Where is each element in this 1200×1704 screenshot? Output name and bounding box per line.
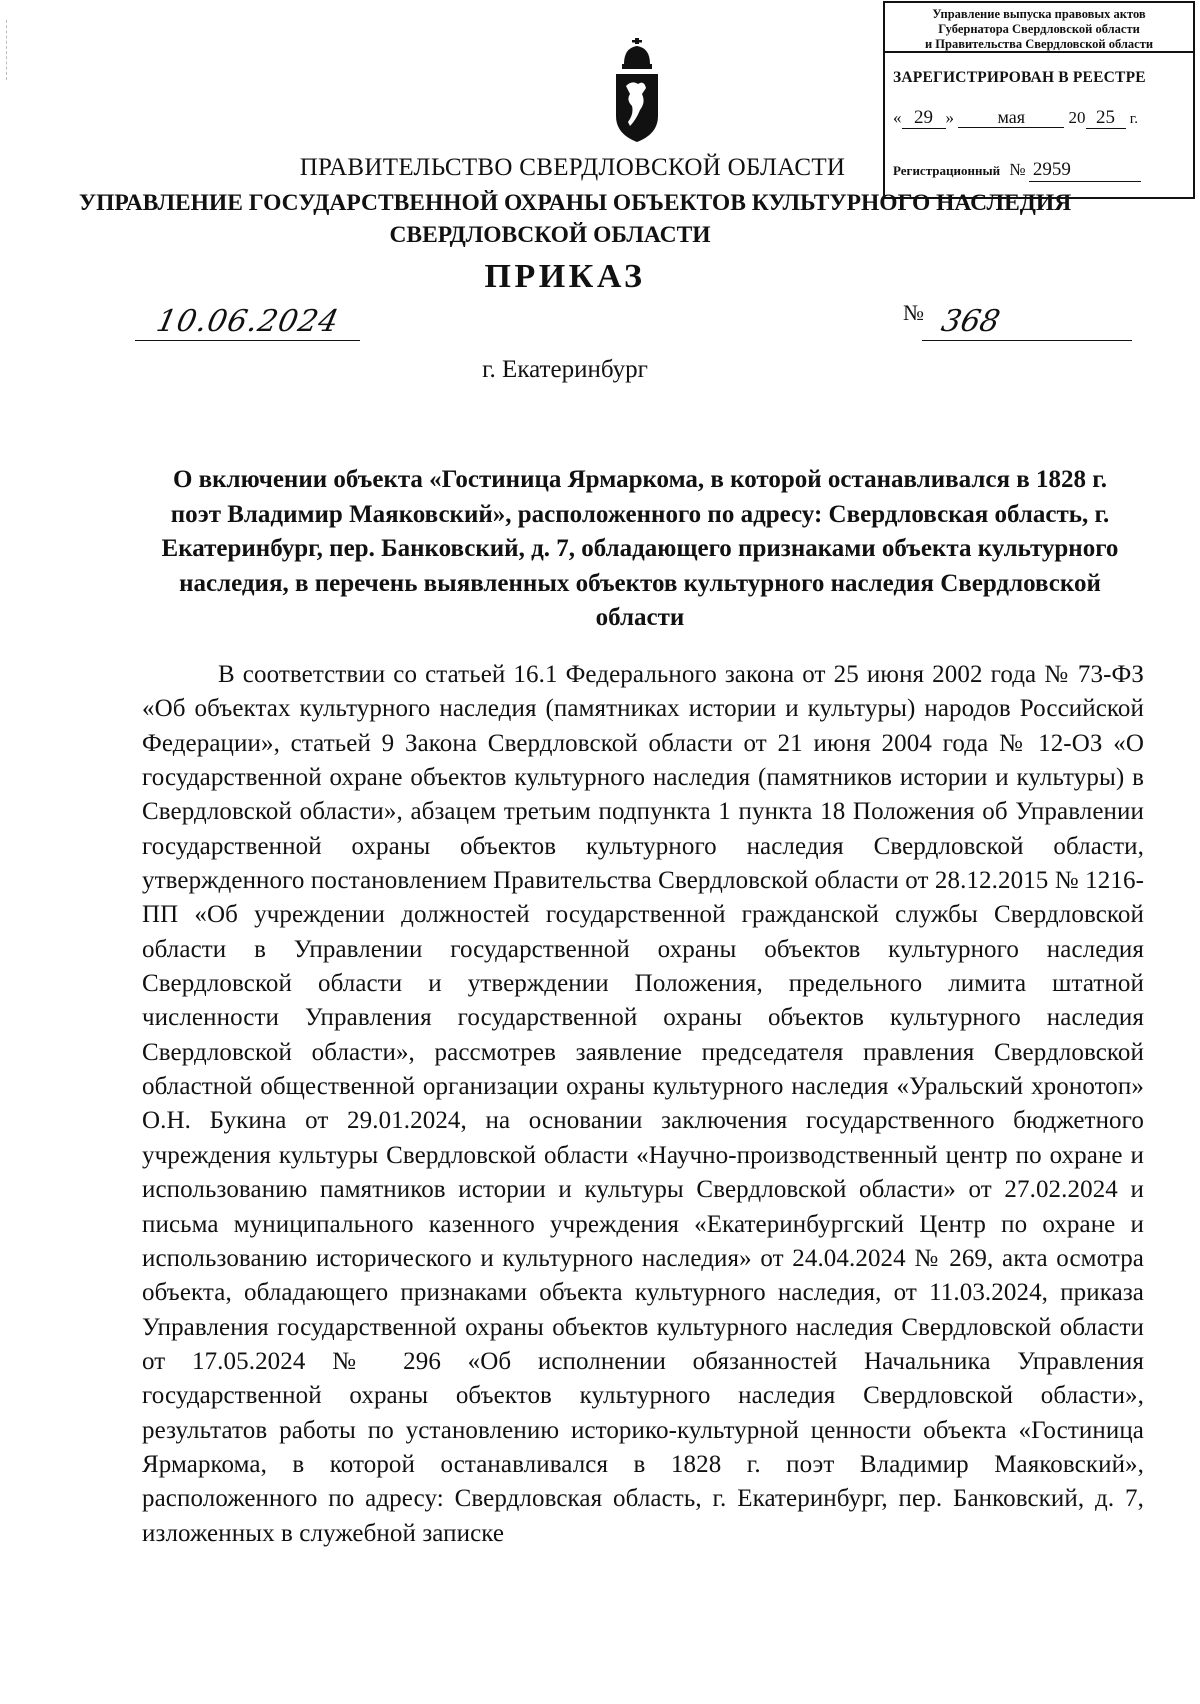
stamp-status: ЗАРЕГИСТРИРОВАН В РЕЕСТРЕ [893,69,1146,86]
stamp-reg-label: Регистрационный [893,163,1001,178]
order-body-paragraph: В соответствии со статьей 16.1 Федерального закона от 25 июня 2002 года № 73-ФЗ «Об объектах культурного наследия (памятниках истории и культуры) народов Российской Федерации», статьей 9 Закона Свердловской области от 21 июня 2004 года № 12-ОЗ «О государственной охране объектов культурного наследия (памятников истории и культуры) в Свердловской области», абзацем третьим подпункта 1 пункта 18 Положения об Управлении государственной охраны объектов культурного наследия Свердловской области, утвержденного постановлением Правительства Свердловской области от 28.12.2015 № 1216-ПП «Об учреждении должностей государственной гражданской службы Свердловской области в Управлении государственной охраны объектов культурного наследия Свердловской области и утверждении Положения, предельного лимита штатной численности Управления государственной охраны объектов культурного наследия Свердловской области», рассмотрев заявление председателя правления Свердловской областной общественной организации охраны культурного наследия «Уральский хронотоп» О.Н. Букина от 29.01.2024, на основании заключения государственного бюджетного учреждения культуры Свердловской области «Научно-производственный центр по охране и использованию памятников истории и культуры Свердловской области» от 27.02.2024 и письма муниципального казенного учреждения «Екатеринбургский Центр по охране и использованию исторического и культурного наследия» от 24.04.2024 № 269, акта осмотра объекта, обладающего признаками объекта культурного наследия, от 11.03.2024, приказа Управления государственной охраны объектов культурного наследия Свердловской области от 17.05.2024 № 296 «Об исполнении обязанностей Начальника Управления государственной охраны объектов культурного наследия Свердловской области», результатов работы по установлению историко-культурной ценности объекта «Гостиница Ярмаркома, в которой останавливался в 1828 г. поэт Владимир Маяковский», расположенного по адресу: Свердловская область, г. Екатеринбург, пер. Банковский, д. 7, изложенных в служебной записке [142,661,1144,1547]
number-field [922,300,1132,341]
handwritten-date: 10.06.2024 [153,304,343,339]
city: г. Екатеринбург [482,356,648,383]
stamp-reg-number: 2959 [1029,159,1141,182]
date-field [135,302,360,341]
stamp-reg-no-sign: № [1009,160,1026,179]
department-line-2: СВЕРДЛОВСКОЙ ОБЛАСТИ [389,222,711,248]
handwritten-number: 368 [938,304,1003,339]
stamp-year-label: г. [1129,111,1138,127]
coat-of-arms-icon [612,36,662,144]
government-title: ПРАВИТЕЛЬСТВО СВЕРДЛОВСКОЙ ОБЛАСТИ [299,154,846,181]
stamp-header-line: Губернатора Свердловской области [938,22,1140,36]
stamp-header [885,3,1193,53]
stamp-header-line: и Правительства Свердловской области [924,37,1154,51]
department-line-1: УПРАВЛЕНИЕ ГОСУДАРСТВЕННОЙ ОХРАНЫ ОБЪЕКТОВ КУЛЬТУРНОГО НАСЛЕДИЯ [78,190,1072,216]
department-title [0,187,1200,251]
order-subject: О включении объекта «Гостиница Ярмаркома, в которой останавливался в 1828 г. поэт Владимир Маяковский», расположенного по адресу: Свердловская область, г. Екатеринбург, пер. Банковский, д. 7, обладающего признаками объекта культурного наследия, в перечень выявленных объектов культурного наследия Свердловской области [161,466,1119,631]
stamp-year-suffix: 25 [1086,108,1126,129]
stamp-month: мая [958,107,1064,128]
stamp-day: 29 [902,108,946,129]
stamp-header-line: Управление выпуска правовых актов [932,7,1146,21]
scan-edge-mark [6,20,8,80]
stamp-date: « 29 » мая 20 25 г. [893,107,1138,128]
number-sign: № [903,300,924,325]
document-type: ПРИКАЗ [484,258,646,295]
stamp-year-prefix: 20 [1068,108,1086,127]
